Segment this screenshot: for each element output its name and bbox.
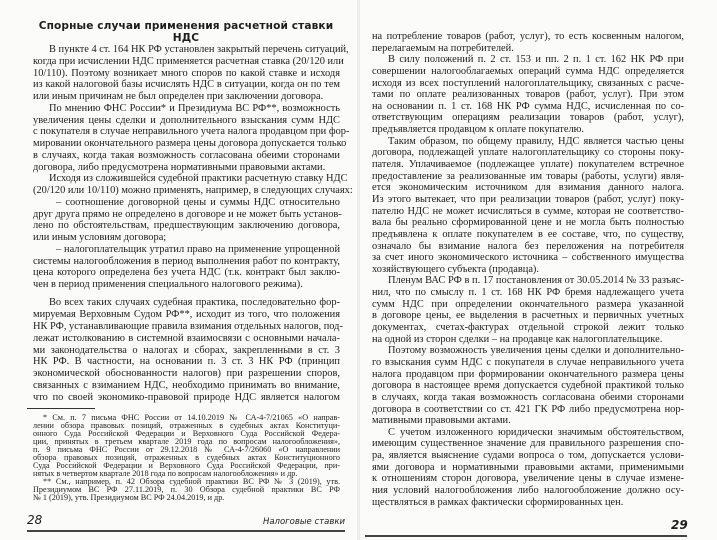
text-line: мируемая Верховным Судом РФ**, исходит из того, что положения xyxy=(33,308,340,320)
paragraph xyxy=(372,136,684,276)
text-line: го взыскания сумм НДС с покупателя в случае неправильного учета xyxy=(372,356,684,368)
text-line: сумм НДС при определении окончательного размера указанной xyxy=(372,298,684,310)
section-title: Спорные случаи применения расчетной ставки НДС xyxy=(38,20,334,44)
text-line: что по своей экономико-правовой природе НДС является налогом xyxy=(33,392,340,404)
paragraph xyxy=(33,297,343,404)
text-line: Президиумом ВС РФ 27.11.2019, п. 30 Обзора судебной практики ВС РФ xyxy=(33,485,340,494)
left-page xyxy=(0,0,358,540)
footnote-separator xyxy=(27,408,95,409)
text-line: в договоре цены, ее выделения в расчетных и первичных учетных xyxy=(372,310,684,322)
text-line: увеличения цены сделки и дополнительного взыскания сумм НДС xyxy=(33,114,340,126)
text-line: ра, является выяснение судами вопроса о том, допускается услови- xyxy=(372,450,684,462)
text-line: лено по обстоятельствам, предшествующим заключению договора, xyxy=(33,220,340,232)
text-line: Во всех таких случаях судебная практика, последовательно фор- xyxy=(49,297,340,308)
text-line: предоставление за реализованные им товары (работы, услуги) явля- xyxy=(372,170,684,182)
text-line: пателю НДС не может исчисляться в сумме, которая не соответство- xyxy=(372,205,684,217)
text-line: за счет иного экономического источника – собственного имущества xyxy=(372,252,684,264)
text-line: исходя из всех поступлений налогоплательщику, связанных с расче- xyxy=(372,77,684,89)
text-line: в случаях, когда такая возможность согласована обеими сторонами xyxy=(372,391,684,403)
text-line: друг друга прямо не определено в договоре и не может быть установ- xyxy=(33,208,342,220)
text-line: предъявлена к оплате покупателем в ее составе, что, по существу, xyxy=(372,228,684,240)
text-line: ции, принятых в третьем квартале 2019 года по вопросам налогообложения», xyxy=(33,437,340,446)
footnotes xyxy=(33,414,340,502)
paragraph xyxy=(372,275,684,345)
text-line: договора, либо предусмотрена нормативными правовыми актами. xyxy=(33,161,326,173)
text-line: Таким образом, по общему правилу, НДС является частью цены xyxy=(388,135,684,147)
text-line: мировании окончательного размера цены договора допускается только xyxy=(33,138,347,149)
text-line: ми законодательства о налогах и сборах, закрепленными в ст. 3 xyxy=(33,344,340,356)
text-line: вала бы реально сформированной цене и не могла быть полностью xyxy=(372,217,684,229)
text-line: цена которого определена без учета НДС (т.к. контракт был заклю- xyxy=(33,267,340,279)
text-line: к отношениям сторон договора, увеличение цены в случае измене- xyxy=(372,473,684,485)
text-line: НК РФ, устанавливающие правила взимания отдельных налогов, под- xyxy=(33,320,343,332)
text-line: документах, счетах-фактурах отдельной строкой лежит только xyxy=(372,322,684,334)
text-line: Из этого вытекает, что при реализации товаров (работ, услуг) поку- xyxy=(372,193,684,205)
body-text xyxy=(372,31,684,508)
paragraph xyxy=(33,44,349,103)
text-line: обзора правовых позиций, отраженных в судебных актах Конституционного xyxy=(33,453,340,462)
text-line: Суда Российской Федерации и Верховного Суда Российской Федерации, при- xyxy=(33,461,340,470)
text-line: В силу положений п. 2 ст. 153 и пп. 2 п. 1 ст. 162 НК РФ при xyxy=(388,54,684,66)
text-line: нятых в четвертом квартале 2018 года по вопросам налогообложения» и др. xyxy=(33,469,298,478)
page-number: 29 xyxy=(671,518,688,532)
text-line: договора, подлежащей уплате налогоплательщику со стороны поку- xyxy=(372,147,684,159)
text-line: – соотношение договорной цены и суммы НДС относительно xyxy=(56,196,340,208)
text-line: ется экономическим источником для взимания данного налога. xyxy=(372,182,684,194)
page-number: 28 xyxy=(27,513,43,527)
text-line: хозяйствующего субъекта (продавца). xyxy=(372,263,539,275)
right-page xyxy=(359,0,717,540)
paragraph xyxy=(33,197,340,244)
paragraph xyxy=(372,31,684,54)
paragraph xyxy=(33,102,350,174)
text-line: НК РФ. В частности, на основании п. 3 ст. 3 НК РФ (принцип xyxy=(33,356,340,368)
text-line: ями договора и нормативными правовыми актами, применимыми xyxy=(372,461,684,473)
text-line: ществляться в рамках фактически сформированных цен. xyxy=(372,496,624,508)
text-line: из какой налоговой базы исчислять НДС в ситуации, когда он по тем xyxy=(33,79,340,91)
text-line: Поэтому возможность увеличения цены сделки и дополнительно- xyxy=(388,345,684,357)
text-line: 10/110). Поэтому возникает много споров по какой ставке и исходя xyxy=(33,67,340,79)
text-line: – налогоплательщик утратил право на применение упрощенной xyxy=(56,243,340,255)
paragraph xyxy=(372,345,684,426)
text-line: когда при исчислении НДС применяется расчетная ставка (20/120 или xyxy=(33,55,344,67)
running-head: Налоговые ставки xyxy=(262,517,345,527)
text-line: договора в настоящее время допускается судебной практикой только xyxy=(372,380,684,392)
text-line: на одной из сторон сделки – на продавце как налогоплательщике. xyxy=(372,333,663,345)
text-line: нил, что по смыслу п. 1 ст. 168 НК РФ бремя надлежащего учета xyxy=(372,287,684,299)
text-line: чен в период применения специального налогового режима). xyxy=(33,279,303,290)
text-line: Исходя из сложившейся судебной практики расчетную ставку НДС xyxy=(49,173,348,185)
text-line: экономической обоснованности налогов) при разрешении споров, xyxy=(33,368,340,380)
text-line: ния условий налогообложения либо налогообложение должно осу- xyxy=(372,484,684,496)
paragraph xyxy=(33,244,340,291)
body-text-lower xyxy=(33,297,343,404)
text-line: п. 9 письма ФНС России от 29.12.2018 № СА-4-7/26060 «О направлении xyxy=(33,445,340,454)
text-line: Пленум ВАС РФ в п. 17 постановления от 30.05.2014 № 33 разъяс- xyxy=(388,275,684,287)
text-line: предъявляется продавцом к оплате покупателю. xyxy=(372,124,584,136)
paragraph xyxy=(33,478,340,502)
paragraph xyxy=(33,414,340,478)
text-line: системы налогообложения в период выполнения работ по контракту, xyxy=(33,255,340,267)
text-line: * См. п. 7 письма ФНС России от 14.10.2019 № СА-4-7/21065 «О направ- xyxy=(43,413,340,422)
text-line: онного Суда Российской Федерации и Верховного Суда Российской Федера- xyxy=(33,429,340,438)
paragraph xyxy=(372,54,684,135)
text-line: ** См., например, п. 42 Обзора судебной практики ВС РФ № 3 (2019), утв. xyxy=(43,477,340,486)
text-line: тами по оплате реализованных товаров (работ, услуг). При этом xyxy=(372,89,684,101)
text-line: лежат истолкованию в системной взаимосвязи с основными начала- xyxy=(33,332,340,344)
text-line: в случаях, когда такая возможность согласована обеими сторонами xyxy=(33,149,340,161)
text-line: пателя. Уплачиваемое (подлежащее уплате) покупателем встречное xyxy=(372,159,684,171)
text-line: С учетом изложенного юридически значимым обстоятельством, xyxy=(388,426,684,438)
text-line: совершении налогооблагаемых операций сумма НДС определяется xyxy=(372,65,684,77)
text-line: означало бы взимание налога без переложения на потребителя xyxy=(372,240,684,252)
text-line: лении обзора правовых позиций, отраженных в судебных актах Конституци- xyxy=(33,421,340,430)
text-line: № 1 (2019), утв. Президиумом ВС РФ 24.04.2019, и др. xyxy=(33,493,225,502)
paragraph xyxy=(372,427,684,508)
paragraph xyxy=(33,173,353,197)
text-line: на основании п. 1 ст. 168 НК РФ сумма НДС, исчисленная по со- xyxy=(372,100,684,112)
footer-rule xyxy=(365,535,687,537)
body-text-upper xyxy=(33,44,353,291)
text-line: или иным причинам не был определен при заключении договора. xyxy=(33,91,324,102)
text-line: на потребление товаров (работ, услуг), то есть косвенным налогом, xyxy=(372,31,684,42)
text-line: договора в соответствии со ст. 421 ГК РФ либо предусмотрена нор- xyxy=(372,403,684,415)
text-line: связанных с взиманием НДС, необходимо принимать во внимание, xyxy=(33,380,340,392)
text-line: налога продавцом при формировании окончательного размера цены xyxy=(372,368,684,380)
footer-rule xyxy=(27,530,345,532)
text-line: с покупателя в случае неправильного учета налога продавцом при фор- xyxy=(33,126,350,138)
text-line: мативными правовыми актами. xyxy=(372,415,511,427)
text-line: или иным условиям договора; xyxy=(33,232,167,243)
text-line: ответствующим операциям реализации товаров (работ, услуг), xyxy=(372,112,684,124)
text-line: перелагаемым на потребителей. xyxy=(372,42,514,54)
text-line: (20/120 или 10/110) можно применять, например, в следующих случаях: xyxy=(33,185,353,196)
text-line: По мнению ФНС России* и Президиума ВС РФ**, возможность xyxy=(49,102,340,114)
text-line: имеющим существенное значение для правильного разрешения спо- xyxy=(372,438,684,450)
text-line: В пункте 4 ст. 164 НК РФ установлен закрытый перечень ситуаций, xyxy=(49,44,349,55)
